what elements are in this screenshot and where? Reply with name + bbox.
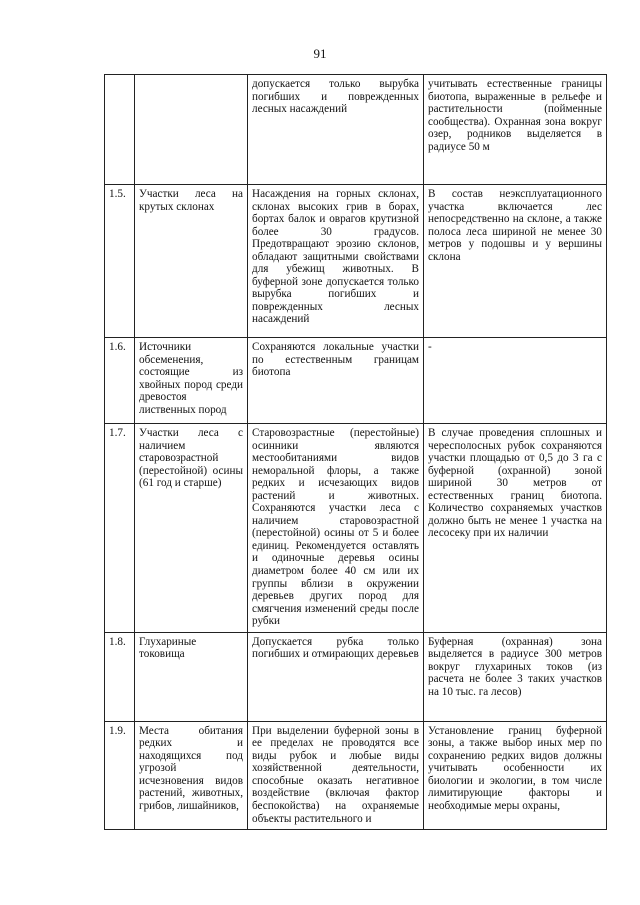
table-row	[105, 424, 607, 633]
row-number	[105, 75, 135, 185]
features-cell: При выделении буферной зоны в ее пределах не проводятся все виды рубок и любые виды хозяйственной деятельности, способные оказать негативное воздействие (включая фактор беспокойства) на охраняемые объекты растительного и	[248, 721, 424, 829]
page-number: 91	[313, 46, 327, 61]
table-row	[105, 721, 607, 829]
object-cell: Глухариные токовища	[135, 632, 248, 721]
features-cell: Старовозрастные (перестойные) осинники являются местообитаниями видов неморальной флоры, а также редких и исчезающих видов растений и животных. Сохраняются участки леса с наличием старовозрастной (перестойной) осины от 5 и более единиц. Рекомендуется оставлять и одиночные деревья осины диаметром более 40 см или их группы вблизи в окружении деревьев других пород для смягчения изменений среды после рубки	[248, 424, 424, 633]
row-number: 1.7.	[105, 424, 135, 633]
object-cell: Места обитания редких и находящихся под угрозой исчезновения видов растений, животных, грибов, лишайников,	[135, 721, 248, 829]
table-row	[105, 338, 607, 424]
object-cell: Источники обсеменения, состоящие из хвойных пород среди древостоя лиственных пород	[135, 338, 248, 424]
row-number: 1.6.	[105, 338, 135, 424]
object-cell	[135, 75, 248, 185]
table-row	[105, 632, 607, 721]
table-row	[105, 75, 607, 185]
features-cell: Насаждения на горных склонах, склонах высоких грив в борах, бортах балок и оврагов крутизной более 30 градусов. Предотвращают эрозию склонов, обладают защитными свойствами для убежищ животных. В буферной зоне допускается только вырубка погибших и поврежденных лесных насаждений	[248, 185, 424, 338]
measures-cell: В случае проведения сплошных и чересполосных рубок сохраняются участки площадью от 0,5 до 3 га с буферной (охранной) зоной шириной 30 метров от естественных границ биотопа. Количество сохраняемых участков должно быть не менее 1 участка на лесосеку при их наличии	[424, 424, 607, 633]
row-number: 1.5.	[105, 185, 135, 338]
measures-cell: Установление границ буферной зоны, а также выбор иных мер по сохранению редких видов должны учитывать особенности их биологии и экологии, в том числе лимитирующие факторы и необходимые меры охраны,	[424, 721, 607, 829]
table-row	[105, 185, 607, 338]
row-number: 1.8.	[105, 632, 135, 721]
protection-table	[104, 74, 607, 830]
features-cell: Допускается рубка только погибших и отмирающих деревьев	[248, 632, 424, 721]
features-cell: Сохраняются локальные участки по естественным границам биотопа	[248, 338, 424, 424]
measures-cell: Буферная (охранная) зона выделяется в радиусе 300 метров вокруг глухариных токов (из расчета не более 3 таких участков на 10 тыс. га лесов)	[424, 632, 607, 721]
measures-cell: В состав неэксплуатационного участка включается лес непосредственно на склоне, а также полоса леса шириной не менее 30 метров у подошвы и у вершины склона	[424, 185, 607, 338]
object-cell: Участки леса на крутых склонах	[135, 185, 248, 338]
measures-cell: учитывать естественные границы биотопа, выраженные в рельефе и растительности (пойменные сообщества). Охранная зона вокруг озер, родников выделяется в радиусе 50 м	[424, 75, 607, 185]
object-cell: Участки леса с наличием старовозрастной (перестойной) осины (61 год и старше)	[135, 424, 248, 633]
row-number: 1.9.	[105, 721, 135, 829]
features-cell: допускается только вырубка погибших и поврежденных лесных насаждений	[248, 75, 424, 185]
measures-cell: -	[424, 338, 607, 424]
